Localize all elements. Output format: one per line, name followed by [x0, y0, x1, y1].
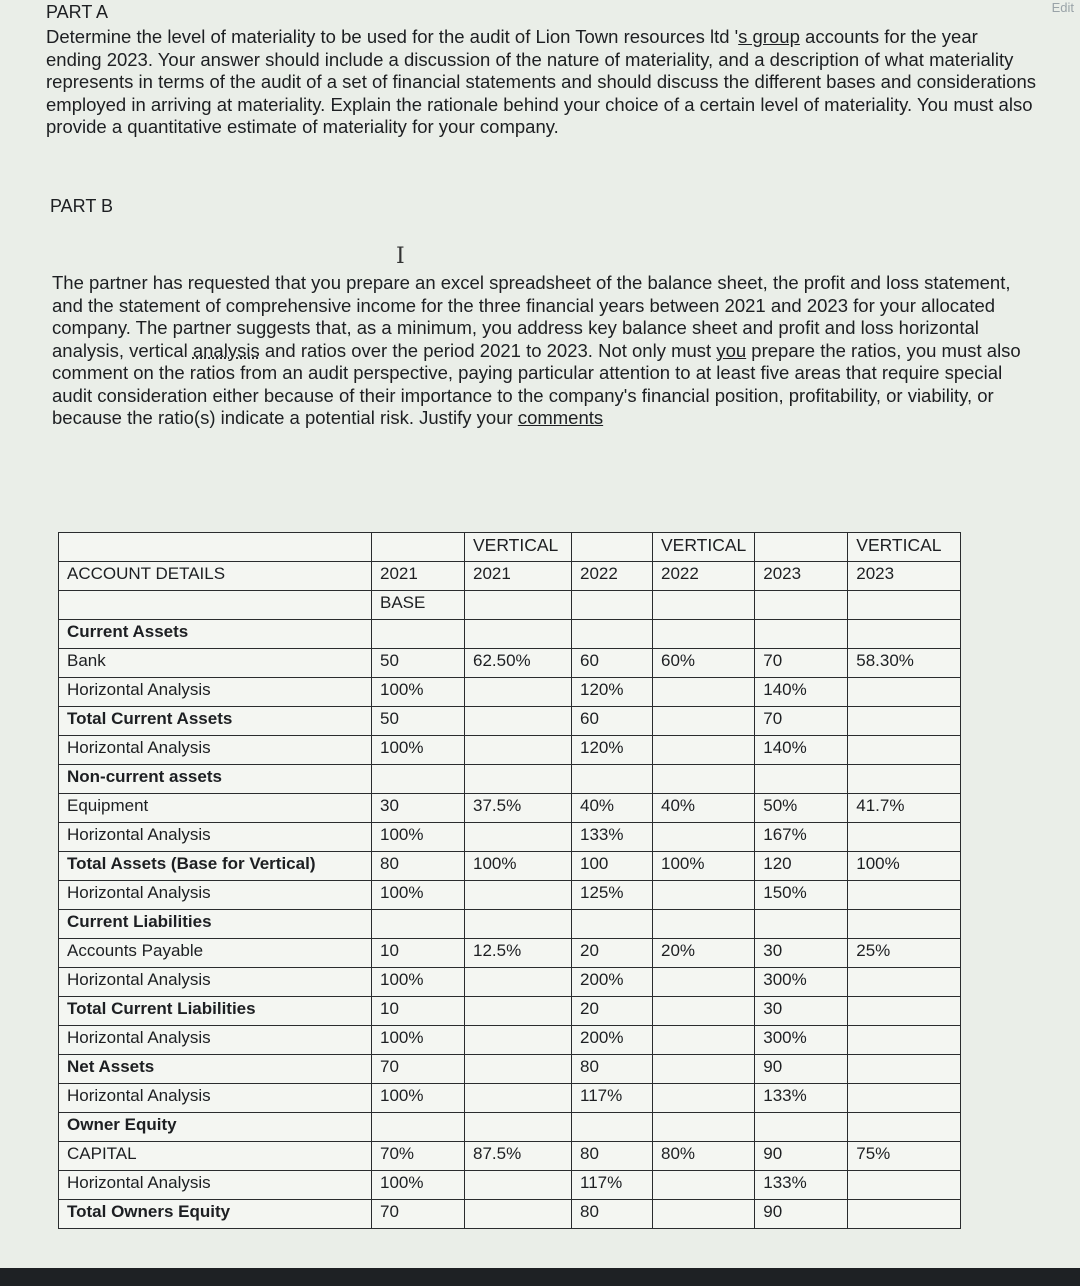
value-cell: 60 — [572, 707, 653, 736]
part-b-comments-word: comments — [517, 407, 604, 428]
table-header-row — [59, 591, 961, 620]
value-cell — [653, 1055, 755, 1084]
part-b-you-word: you — [716, 339, 747, 361]
value-cell — [653, 678, 755, 707]
value-cell: 120% — [572, 736, 653, 765]
header-cell: VERTICAL — [465, 533, 572, 562]
value-cell: 140% — [755, 736, 848, 765]
table-row — [59, 707, 961, 736]
value-cell — [653, 997, 755, 1026]
row-label-cell: Total Current Assets — [59, 707, 372, 736]
value-cell: 120% — [572, 678, 653, 707]
part-b-heading: PART B — [50, 196, 114, 216]
value-cell: 30 — [755, 939, 848, 968]
row-label-cell: Equipment — [59, 794, 372, 823]
header-cell: 2023 — [848, 562, 961, 591]
editor-menu-fragment[interactable]: Edit — [1051, 0, 1074, 15]
row-label-cell: Current Liabilities — [59, 910, 372, 939]
value-cell — [848, 707, 961, 736]
value-cell: 20% — [653, 939, 755, 968]
row-label-cell: Horizontal Analysis — [59, 736, 372, 765]
table-row — [59, 1171, 961, 1200]
part-a-text-1: Determine the level of materiality to be used for the audit of Lion Town resources ltd ' — [46, 26, 739, 47]
value-cell — [848, 765, 961, 794]
value-cell — [848, 910, 961, 939]
value-cell — [653, 736, 755, 765]
row-label-cell: Horizontal Analysis — [59, 823, 372, 852]
part-b-text-4: must also comment on the ratios from an audit perspective, paying particular attention to at least five areas that require special audit consideration either because of their importance to the company's financial position, profitability, or viability, or because the ratio(s) indicate a potential risk. Justify your — [52, 339, 1021, 428]
row-label-cell: Horizontal Analysis — [59, 1084, 372, 1113]
header-cell — [372, 533, 465, 562]
value-cell — [755, 1113, 848, 1142]
header-cell — [465, 591, 572, 620]
part-b-text-1: The partner has requested that you prepare an excel spreadsheet of the balance sheet, the profit and loss statement, and the statement of comprehensive income for the three financial years between 2021 and 2023 for your allocated company. The partner suggests that, as a minimum, you address key balance sheet and profit and loss horizontal analysis, vertical — [52, 272, 1011, 361]
value-cell: 300% — [755, 968, 848, 997]
table-header-row — [59, 562, 961, 591]
table-row — [59, 1200, 961, 1229]
value-cell — [848, 1026, 961, 1055]
value-cell — [848, 881, 961, 910]
table-row — [59, 620, 961, 649]
value-cell — [372, 1113, 465, 1142]
value-cell: 117% — [572, 1171, 653, 1200]
value-cell — [653, 620, 755, 649]
row-label-cell: Owner Equity — [59, 1113, 372, 1142]
value-cell: 50 — [372, 649, 465, 678]
value-cell: 100% — [372, 678, 465, 707]
value-cell: 25% — [848, 939, 961, 968]
value-cell: 80 — [572, 1055, 653, 1084]
header-cell — [755, 591, 848, 620]
value-cell: 60 — [572, 649, 653, 678]
value-cell: 70 — [755, 707, 848, 736]
value-cell — [572, 1113, 653, 1142]
row-label-cell: Horizontal Analysis — [59, 678, 372, 707]
row-label-cell: Accounts Payable — [59, 939, 372, 968]
value-cell: 133% — [572, 823, 653, 852]
value-cell: 30 — [372, 794, 465, 823]
value-cell — [465, 910, 572, 939]
value-cell — [653, 823, 755, 852]
value-cell — [372, 910, 465, 939]
table-row — [59, 939, 961, 968]
value-cell — [653, 968, 755, 997]
value-cell — [653, 1084, 755, 1113]
value-cell — [653, 1113, 755, 1142]
header-cell: 2023 — [755, 562, 848, 591]
value-cell: 70 — [755, 649, 848, 678]
bottom-taskbar — [0, 1268, 1080, 1286]
value-cell: 70 — [372, 1200, 465, 1229]
value-cell — [848, 678, 961, 707]
table-row — [59, 794, 961, 823]
value-cell: 20 — [572, 997, 653, 1026]
row-label-cell: Bank — [59, 649, 372, 678]
value-cell — [848, 1171, 961, 1200]
value-cell — [465, 736, 572, 765]
value-cell: 10 — [372, 997, 465, 1026]
row-label-cell: Horizontal Analysis — [59, 1026, 372, 1055]
header-cell: 2021 — [372, 562, 465, 591]
value-cell: 58.30% — [848, 649, 961, 678]
table-row — [59, 649, 961, 678]
table-row — [59, 997, 961, 1026]
value-cell — [848, 620, 961, 649]
value-cell — [465, 1200, 572, 1229]
value-cell: 20 — [572, 939, 653, 968]
value-cell: 100% — [372, 823, 465, 852]
value-cell — [653, 765, 755, 794]
value-cell — [372, 620, 465, 649]
value-cell: 80 — [372, 852, 465, 881]
part-b-instructions — [52, 272, 1022, 430]
value-cell — [848, 823, 961, 852]
value-cell — [465, 1055, 572, 1084]
header-cell: 2021 — [465, 562, 572, 591]
value-cell — [755, 910, 848, 939]
header-cell — [572, 591, 653, 620]
value-cell: 100% — [372, 881, 465, 910]
value-cell: 120 — [755, 852, 848, 881]
value-cell: 100% — [372, 1084, 465, 1113]
part-b-analysis-word: analysis — [192, 339, 260, 361]
value-cell: 41.7% — [848, 794, 961, 823]
header-cell — [572, 533, 653, 562]
value-cell: 100% — [848, 852, 961, 881]
header-cell — [59, 591, 372, 620]
value-cell — [755, 620, 848, 649]
table-row — [59, 910, 961, 939]
value-cell: 100% — [653, 852, 755, 881]
value-cell — [755, 765, 848, 794]
header-cell: 2022 — [572, 562, 653, 591]
header-cell — [59, 533, 372, 562]
table-header-row — [59, 533, 961, 562]
table-row — [59, 1084, 961, 1113]
value-cell — [465, 1113, 572, 1142]
value-cell — [465, 1026, 572, 1055]
value-cell: 90 — [755, 1200, 848, 1229]
value-cell: 60% — [653, 649, 755, 678]
part-a-heading: PART A — [46, 2, 109, 22]
value-cell: 140% — [755, 678, 848, 707]
table-row — [59, 678, 961, 707]
row-label-cell: Horizontal Analysis — [59, 968, 372, 997]
header-cell: BASE — [372, 591, 465, 620]
value-cell — [465, 1171, 572, 1200]
value-cell: 200% — [572, 968, 653, 997]
value-cell: 100% — [465, 852, 572, 881]
value-cell: 75% — [848, 1142, 961, 1171]
value-cell: 40% — [653, 794, 755, 823]
value-cell: 100% — [372, 968, 465, 997]
value-cell — [653, 1200, 755, 1229]
value-cell: 80% — [653, 1142, 755, 1171]
value-cell: 80 — [572, 1200, 653, 1229]
table-row — [59, 736, 961, 765]
table-row — [59, 765, 961, 794]
value-cell — [848, 1200, 961, 1229]
header-cell: VERTICAL — [653, 533, 755, 562]
table-row — [59, 823, 961, 852]
table-row — [59, 1026, 961, 1055]
value-cell: 70% — [372, 1142, 465, 1171]
row-label-cell: Current Assets — [59, 620, 372, 649]
value-cell: 300% — [755, 1026, 848, 1055]
value-cell — [653, 881, 755, 910]
value-cell: 80 — [572, 1142, 653, 1171]
value-cell — [465, 997, 572, 1026]
header-cell: 2022 — [653, 562, 755, 591]
value-cell: 133% — [755, 1171, 848, 1200]
value-cell — [848, 736, 961, 765]
value-cell — [572, 765, 653, 794]
value-cell: 200% — [572, 1026, 653, 1055]
value-cell: 125% — [572, 881, 653, 910]
header-cell: ACCOUNT DETAILS — [59, 562, 372, 591]
row-label-cell: CAPITAL — [59, 1142, 372, 1171]
row-label-cell: Horizontal Analysis — [59, 881, 372, 910]
value-cell: 37.5% — [465, 794, 572, 823]
value-cell: 150% — [755, 881, 848, 910]
value-cell: 62.50% — [465, 649, 572, 678]
value-cell — [465, 881, 572, 910]
header-cell — [848, 591, 961, 620]
text-cursor-icon: I — [396, 244, 405, 269]
part-a-text-2: accounts for the year ending 2023. Your answer should include a discussion of the nature of materiality, and a description of what materiality represents in terms of the audit of a set of financial statements and should discuss the different bases and considerations employed in arriving at materiality. Explain the rationale behind your choice of a certain level of materiality. You must also provide a quantitative estimate of materiality for your company. — [46, 26, 1036, 137]
part-b-text-2: and ratios over the period 2021 to 2023. Not only must — [259, 339, 717, 361]
value-cell: 167% — [755, 823, 848, 852]
header-cell — [755, 533, 848, 562]
table-row — [59, 881, 961, 910]
value-cell: 12.5% — [465, 939, 572, 968]
value-cell — [465, 1084, 572, 1113]
value-cell — [848, 1084, 961, 1113]
value-cell: 100% — [372, 736, 465, 765]
value-cell — [653, 910, 755, 939]
value-cell — [848, 1055, 961, 1084]
value-cell — [465, 823, 572, 852]
value-cell — [653, 707, 755, 736]
value-cell — [653, 1026, 755, 1055]
value-cell — [848, 1113, 961, 1142]
value-cell: 87.5% — [465, 1142, 572, 1171]
table-row — [59, 1055, 961, 1084]
row-label-cell: Total Owners Equity — [59, 1200, 372, 1229]
value-cell — [465, 678, 572, 707]
part-a-underlined: s group — [738, 26, 800, 47]
value-cell: 50% — [755, 794, 848, 823]
table-row — [59, 1142, 961, 1171]
value-cell — [653, 1171, 755, 1200]
value-cell: 100% — [372, 1171, 465, 1200]
value-cell: 90 — [755, 1142, 848, 1171]
table-row — [59, 1113, 961, 1142]
value-cell — [372, 765, 465, 794]
value-cell: 100% — [372, 1026, 465, 1055]
value-cell: 133% — [755, 1084, 848, 1113]
value-cell: 30 — [755, 997, 848, 1026]
value-cell — [572, 620, 653, 649]
value-cell: 50 — [372, 707, 465, 736]
row-label-cell: Total Current Liabilities — [59, 997, 372, 1026]
row-label-cell: Non-current assets — [59, 765, 372, 794]
value-cell — [848, 997, 961, 1026]
value-cell: 40% — [572, 794, 653, 823]
value-cell — [465, 765, 572, 794]
row-label-cell: Horizontal Analysis — [59, 1171, 372, 1200]
value-cell — [848, 968, 961, 997]
row-label-cell: Total Assets (Base for Vertical) — [59, 852, 372, 881]
row-label-cell: Net Assets — [59, 1055, 372, 1084]
value-cell: 117% — [572, 1084, 653, 1113]
value-cell: 100 — [572, 852, 653, 881]
table-row — [59, 852, 961, 881]
value-cell — [465, 620, 572, 649]
value-cell — [465, 707, 572, 736]
table-row — [59, 968, 961, 997]
header-cell — [653, 591, 755, 620]
part-a-instructions — [46, 26, 1036, 139]
value-cell: 90 — [755, 1055, 848, 1084]
header-cell: VERTICAL — [848, 533, 961, 562]
value-cell: 70 — [372, 1055, 465, 1084]
financial-analysis-table — [58, 532, 961, 1229]
value-cell: 10 — [372, 939, 465, 968]
value-cell — [572, 910, 653, 939]
part-b-text-3: prepare the ratios, — [746, 339, 907, 361]
value-cell — [465, 968, 572, 997]
part-b-you-word-2: you — [906, 339, 937, 361]
